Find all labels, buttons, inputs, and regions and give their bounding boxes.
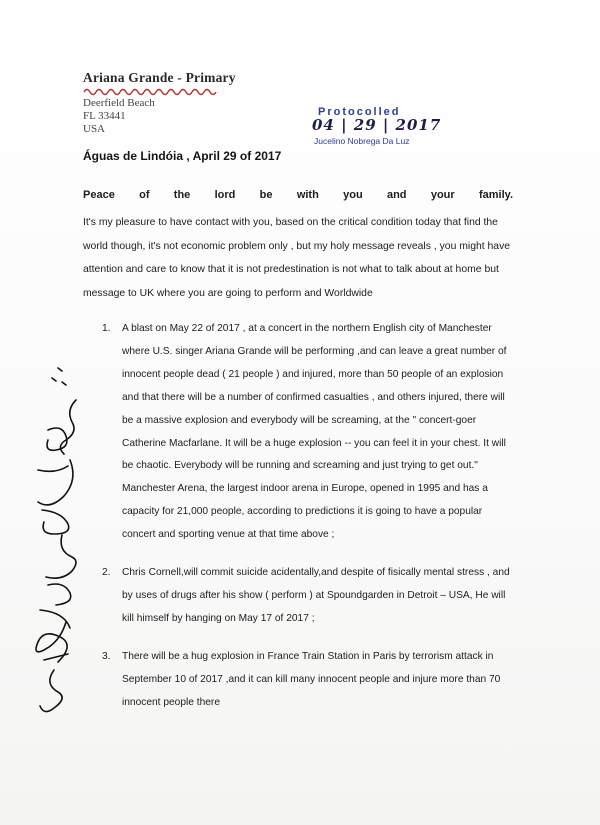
protocol-stamp xyxy=(312,106,442,146)
greeting-word: family. xyxy=(478,189,513,201)
recipient-address xyxy=(83,70,236,136)
address-state-zip: FL 33441 xyxy=(83,110,126,122)
greeting-word: and xyxy=(386,189,407,201)
item-text: A blast on May 22 of 2017 , at a concert in the northern English city of Manchester where U.S. singer Ariana Grande will be performing ,and can leave a great number of innocent people dead ( 21 people ) and injured, more than 50 people of an explosion and that there will be a number of confirmed casualties , and others injured, there will be a massive explosion and everybody will be screaming, at the " concert-goer Catherine Macfarlane. It will be a huge explosion -- you can feel it in your chest. It will be chaotic. Everybody will be running and screaming and just trying to get out." Manchester Arena, the largest indoor arena in Europe, opened in 1995 and has a capacity for 21,000 people, according to predictions it is going to have a popular concert and sporting venue at that time above ; xyxy=(122,323,507,541)
intro-paragraph: It's my pleasure to have contact with you, based on the critical condition today that find the world though, it's not economic problem only , but my holy message reveals , you might have attention and care to know that it is not predestination is not what to talk about at home but message to UK where you are going to perform and Worldwide xyxy=(83,217,511,299)
greeting-word: the xyxy=(173,189,191,201)
stamp-date: 04 | 29 | 2017 xyxy=(312,116,442,134)
recipient-name: Ariana Grande - Primary xyxy=(83,70,236,85)
stamp-clerk: Jucelino Nobrega Da Luz xyxy=(314,136,410,146)
greeting-word: lord xyxy=(214,189,236,201)
list-item xyxy=(102,562,514,631)
place-and-date: Águas de Lindóia , April 29 of 2017 xyxy=(83,149,282,163)
greeting-word: be xyxy=(259,189,273,201)
list-item xyxy=(102,318,514,547)
item-text: There will be a hug explosion in France Train Station in Paris by terrorism attack in September 10 of 2017 ,and it can kill many innocent people and injure more than 70 innocent people there xyxy=(122,650,501,708)
item-number: 1. xyxy=(102,323,111,334)
item-number: 2. xyxy=(102,567,111,579)
greeting xyxy=(83,189,513,201)
prediction-list xyxy=(102,318,514,715)
greeting-word: with xyxy=(296,189,319,201)
greeting-word: of xyxy=(139,189,150,201)
greeting-word: you xyxy=(343,189,363,201)
address-city: Deerfield Beach xyxy=(83,97,155,109)
greeting-word: your xyxy=(430,189,455,201)
item-text: Chris Cornell,will commit suicide acidentally,and despite of fisically mental stress , and by uses of drugs after his show ( perform ) at Spoundgarden in Detroit – USA, He will kill himself by hanging on May 17 of 2017 ; xyxy=(122,567,510,624)
stamp-label: Protocolled xyxy=(318,106,401,118)
item-number: 3. xyxy=(102,650,111,662)
letter-body xyxy=(83,189,513,305)
address-country: USA xyxy=(83,123,106,135)
greeting-word: Peace xyxy=(83,189,115,201)
redaction-scribble xyxy=(83,87,218,97)
list-item xyxy=(102,646,514,715)
handwritten-signature xyxy=(18,360,98,740)
